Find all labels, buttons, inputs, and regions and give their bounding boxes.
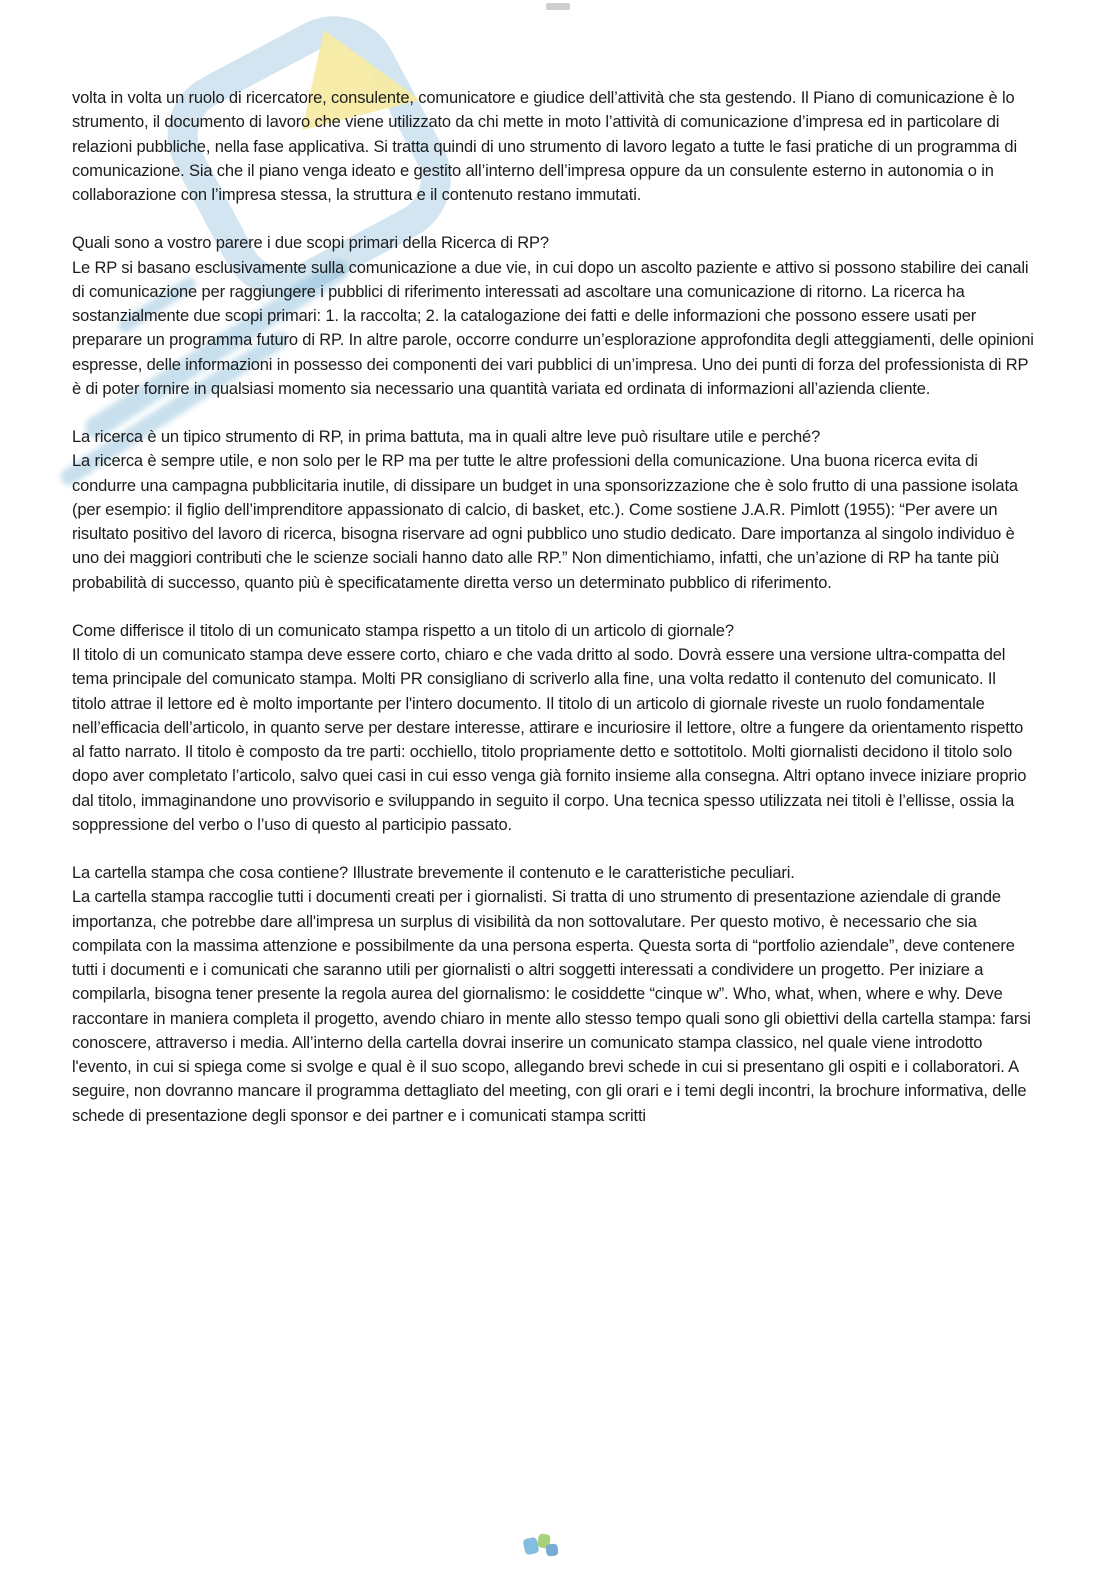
answer-text-4: La cartella stampa raccoglie tutti i documenti creati per i giornalisti. Si tratta di uno strumento di presentazione aziendale di grande importanza, che potrebbe dare all'impresa un surplus di visibilità da non sottovalutare. Per questo motivo, è necessario che sia compilata con la massima attenzione e possibilmente da una persona esperta. Questa sorta di “portfolio aziendale”, deve contenere tutti i documenti e i comunicati che saranno utili per giornalisti o altri soggetti interessati a condividere un progetto. Per iniziare a compilarla, bisogna tener presente la regola aurea del giornalismo: le cosiddette “cinque w”. Who, what, when, where e why. Deve raccontare in maniera completa il progetto, avendo chiaro in mente allo stesso tempo quali sono gli obiettivi della cartella stampa: farsi conoscere, attraverso i media. All’interno della cartella dovrai inserire un comunicato stampa classico, nel quale viene introdotto l'evento, in cui si spiega come si svolge e qual è il suo scopo, allegando brevi schede in cui si presentano gli ospiti e i collaboratori. A seguire, non dovranno mancare il programma dettagliato del meeting, con gli orari e i temi degli incontri, la brochure informativa, delle schede di presentazione degli sponsor e dei partner e i comunicati stampa scritti xyxy=(72,888,1031,1125)
question-text-2: La ricerca è un tipico strumento di RP, in prima battuta, ma in quali altre leve può risultare utile e perché? xyxy=(72,428,821,446)
answer-text-2: La ricerca è sempre utile, e non solo per le RP ma per tutte le altre professioni della comunicazione. Una buona ricerca evita di condurre una campagna pubblicitaria inutile, di dissipare un budget in una sponsorizzazione che è solo frutto di una passione isolata (per esempio: il figlio dell’imprenditore appassionato di calcio, di basket, etc.). Come sostiene J.A.R. Pimlott (1955): “Per avere un risultato positivo del lavoro di ricerca, bisogna riservare ad ogni pubblico uno studio dedicato. Dare importanza al singolo individuo è uno dei maggiori contributi che le scienze sociali hanno dato alle RP.” Non dimentichiamo, infatti, che un’azione di RP ha tante più probabilità di successo, quanto più è specificatamente diretta verso un determinato pubblico di riferimento. xyxy=(72,452,1018,592)
question-text-3: Come differisce il titolo di un comunicato stampa rispetto a un titolo di un articolo di giornale? xyxy=(72,621,734,640)
document-content xyxy=(72,86,1034,1128)
answer-text-1: Le RP si basano esclusivamente sulla comunicazione a due vie, in cui dopo un ascolto paziente e attivo si possono stabilire dei canali di comunicazione per raggiungere i pubblici di riferimento interessati ad ascoltare una comunicazione di ritorno. La ricerca ha sostanzialmente due scopi primari: 1. la raccolta; 2. la catalogazione dei fatti e delle informazioni che possono essere usati per preparare un programma futuro di RP. In altre parole, occorre condurre un’esplorazione approfondita degli atteggiamenti, delle opinioni espresse, delle informazioni in possesso dei componenti dei vari pubblici di un’impresa. Uno dei punti di forza del professionista di RP è di poter fornire in qualsiasi momento sia necessario una quantità variata ed ordinata di informazioni all’azienda cliente. xyxy=(72,258,1034,398)
answer-text-3: Il titolo di un comunicato stampa deve essere corto, chiaro e che vada dritto al sodo. Dovrà essere una versione ultra-compatta del tema principale del comunicato stampa. Molti PR consigliano di scriverlo alla fine, una volta redatto il contenuto del comunicato. Il titolo attrae il lettore ed è molto importante per l'intero documento. Il titolo di un articolo di giornale riveste un ruolo fondamentale nell’efficacia dell’articolo, in quanto serve per destare interesse, attirare e incuriosire il lettore, oltre a fungere da orientamento rispetto al fatto narrato. Il titolo è composto da tre parti: occhiello, titolo propriamente detto e sottotitolo. Molti giornalisti decidono il titolo solo dopo aver completato l’articolo, salvo quei casi in cui esso venga già fornito insieme alla consegna. Altri optano invece iniziare proprio dal titolo, immaginandone uno provvisorio e sviluppando in seguito il corpo. Una tecnica spesso utilizzata nei titoli è l’ellisse, ossia la soppressione del verbo o l’uso di questo al participio passato. xyxy=(72,646,1027,834)
footer-watermark-graphic xyxy=(518,1528,566,1562)
qa-block-1 xyxy=(72,231,1034,401)
page-header-mark xyxy=(546,3,570,10)
question-text-4: La cartella stampa che cosa contiene? Illustrate brevemente il contenuto e le caratteristiche peculiari. xyxy=(72,864,795,882)
intro-paragraph: volta in volta un ruolo di ricercatore, consulente, comunicatore e giudice dell’attività che sta gestendo. Il Piano di comunicazione è lo strumento, il documento di lavoro che viene utilizzato da chi mette in moto l’attività di comunicazione d’impresa ed in particolare di relazioni pubbliche, nella fase applicativa. Si tratta quindi di uno strumento di lavoro legato a tutte le fasi pratiche di un programma di comunicazione. Sia che il piano venga ideato e gestito all’interno dell’impresa oppure da un consulente esterno in autonomia o in collaborazione con l’impresa stessa, la struttura e il contenuto restano immutati. xyxy=(72,89,1017,204)
qa-block-3 xyxy=(72,619,1034,837)
qa-block-4 xyxy=(72,861,1034,1128)
qa-block-2 xyxy=(72,425,1034,595)
footer-watermark-mark xyxy=(518,1528,566,1562)
question-text-1: Quali sono a vostro parere i due scopi primari della Ricerca di RP? xyxy=(72,234,549,253)
